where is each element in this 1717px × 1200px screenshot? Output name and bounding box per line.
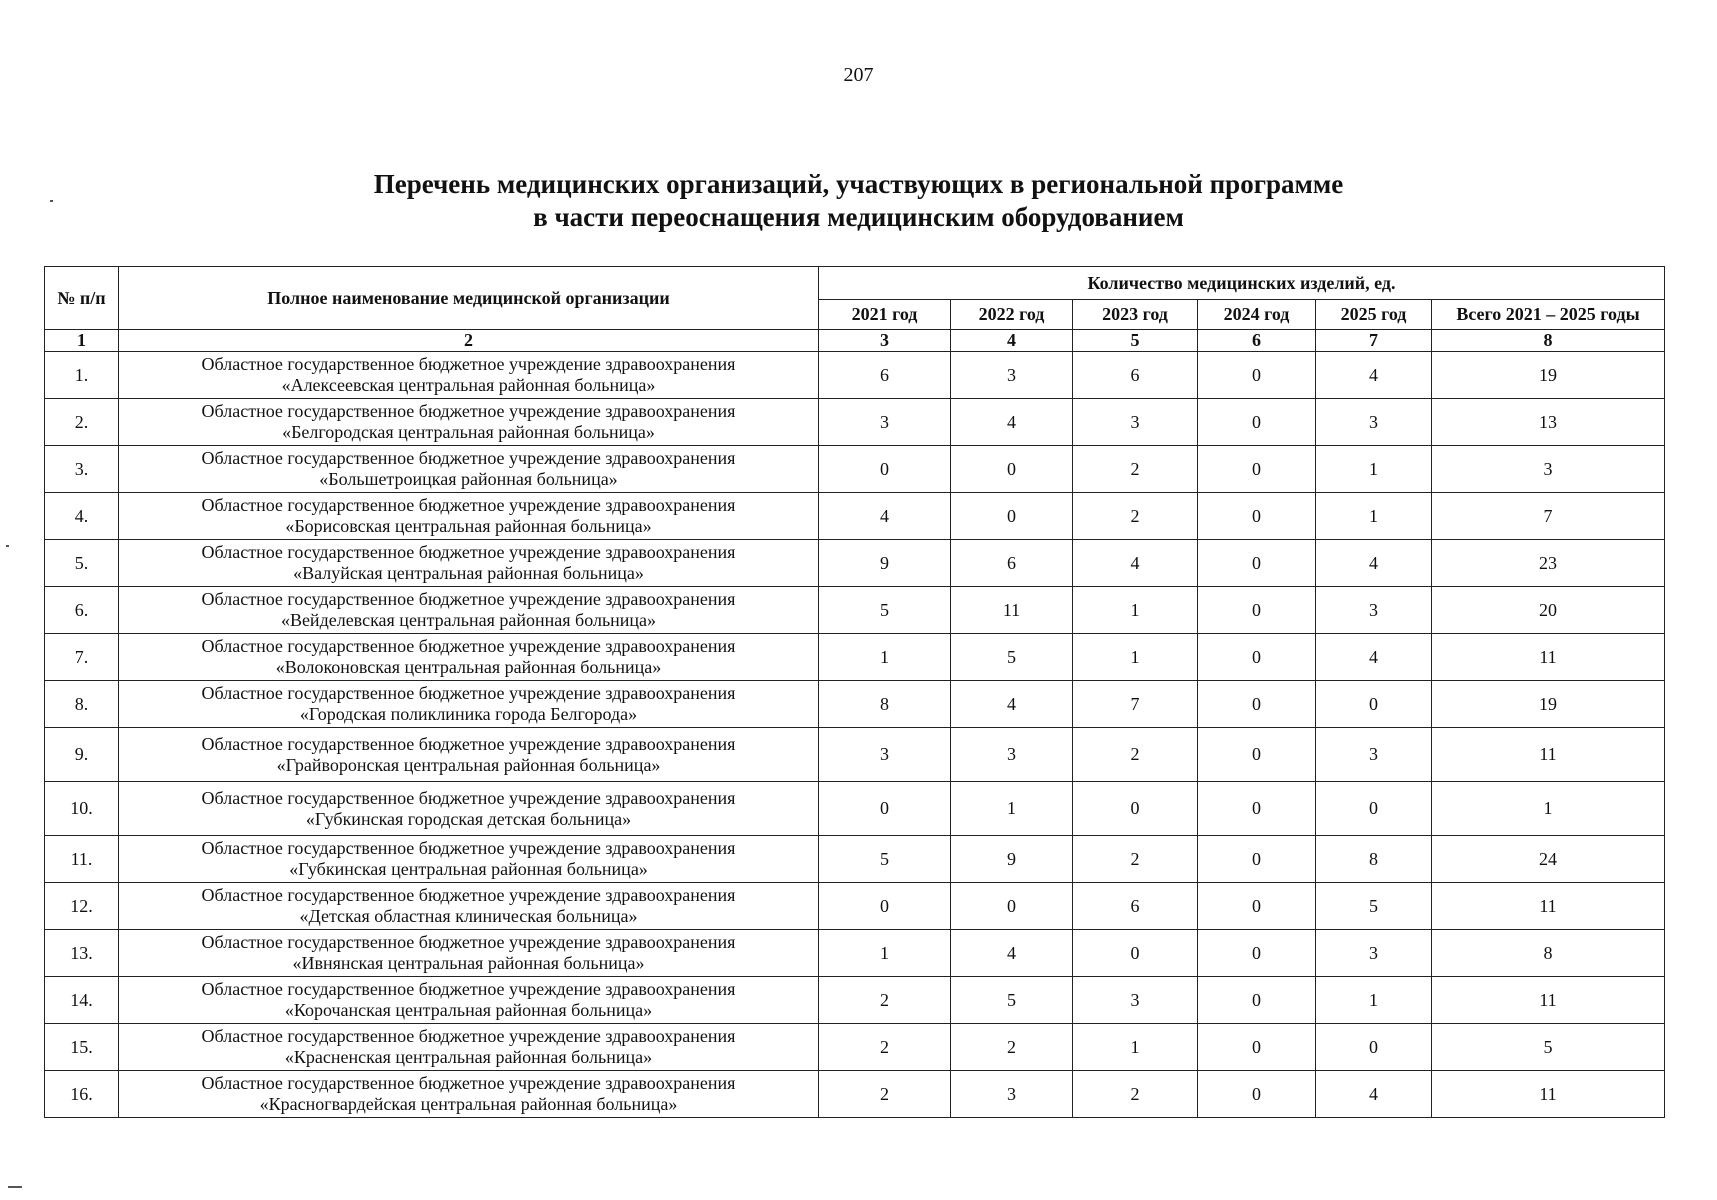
- value-2023: 7: [1073, 681, 1198, 728]
- value-2023: 1: [1073, 587, 1198, 634]
- row-number: 14.: [45, 977, 119, 1024]
- value-2025: 3: [1316, 399, 1432, 446]
- value-2024: 0: [1198, 883, 1316, 930]
- value-2025: 4: [1316, 634, 1432, 681]
- column-number: 4: [951, 330, 1073, 352]
- value-2025: 3: [1316, 930, 1432, 977]
- value-total: 11: [1432, 1071, 1665, 1118]
- org-name-cell: [119, 493, 819, 540]
- value-2025: 0: [1316, 782, 1432, 836]
- value-2022: 5: [951, 634, 1073, 681]
- value-2025: 4: [1316, 352, 1432, 399]
- org-name-cell: [119, 352, 819, 399]
- page-number: 207: [843, 64, 874, 86]
- org-title-line: «Красненская центральная районная больница»: [284, 1047, 653, 1067]
- org-name-cell: [119, 930, 819, 977]
- value-2022: 5: [951, 977, 1073, 1024]
- row-number: 8.: [45, 681, 119, 728]
- organizations-table: [44, 266, 1665, 1118]
- org-name-cell: [119, 681, 819, 728]
- value-2023: 6: [1073, 352, 1198, 399]
- value-2021: 4: [819, 493, 951, 540]
- table-body: [45, 352, 1665, 1118]
- value-2021: 0: [819, 883, 951, 930]
- value-total: 8: [1432, 930, 1665, 977]
- value-total: 11: [1432, 977, 1665, 1024]
- title-line-2: в части переоснащения медицинским оборудованием: [533, 202, 1184, 232]
- header-year-2021: 2021 год: [819, 300, 951, 330]
- value-2024: 0: [1198, 836, 1316, 883]
- org-type-line: Областное государственное бюджетное учреждение здравоохранения: [201, 683, 736, 703]
- value-2025: 1: [1316, 446, 1432, 493]
- value-2021: 3: [819, 399, 951, 446]
- value-2022: 0: [951, 493, 1073, 540]
- value-2024: 0: [1198, 681, 1316, 728]
- value-total: 1: [1432, 782, 1665, 836]
- org-type-line: Областное государственное бюджетное учреждение здравоохранения: [201, 1026, 736, 1046]
- row-number: 5.: [45, 540, 119, 587]
- org-title-line: «Губкинская центральная районная больница»: [289, 859, 648, 879]
- value-2021: 2: [819, 977, 951, 1024]
- column-number: 5: [1073, 330, 1198, 352]
- row-number: 15.: [45, 1024, 119, 1071]
- value-2022: 2: [951, 1024, 1073, 1071]
- header-quantity-group: Количество медицинских изделий, ед.: [819, 267, 1665, 300]
- value-2022: 6: [951, 540, 1073, 587]
- row-number: 16.: [45, 1071, 119, 1118]
- value-2025: 5: [1316, 883, 1432, 930]
- value-2022: 1: [951, 782, 1073, 836]
- org-type-line: Областное государственное бюджетное учреждение здравоохранения: [201, 589, 736, 609]
- value-2022: 4: [951, 399, 1073, 446]
- org-name-cell: [119, 540, 819, 587]
- value-2025: 3: [1316, 728, 1432, 782]
- table-row: [45, 836, 1665, 883]
- org-type-line: Областное государственное бюджетное учреждение здравоохранения: [201, 787, 736, 808]
- value-total: 11: [1432, 634, 1665, 681]
- header-num: № п/п: [45, 267, 119, 330]
- value-2024: 0: [1198, 540, 1316, 587]
- table-row: [45, 1071, 1665, 1118]
- value-2024: 0: [1198, 1071, 1316, 1118]
- value-total: 13: [1432, 399, 1665, 446]
- value-2023: 1: [1073, 634, 1198, 681]
- value-2023: 1: [1073, 1024, 1198, 1071]
- row-number: 4.: [45, 493, 119, 540]
- value-2022: 3: [951, 1071, 1073, 1118]
- table-row: [45, 634, 1665, 681]
- org-type-line: Областное государственное бюджетное учреждение здравоохранения: [201, 401, 736, 421]
- org-type-line: Областное государственное бюджетное учреждение здравоохранения: [201, 354, 736, 374]
- value-2021: 2: [819, 1024, 951, 1071]
- value-2024: 0: [1198, 446, 1316, 493]
- value-total: 23: [1432, 540, 1665, 587]
- value-2024: 0: [1198, 352, 1316, 399]
- row-number: 13.: [45, 930, 119, 977]
- value-2023: 2: [1073, 1071, 1198, 1118]
- org-name-cell: [119, 399, 819, 446]
- value-2021: 1: [819, 634, 951, 681]
- header-year-2025: 2025 год: [1316, 300, 1432, 330]
- row-number: 1.: [45, 352, 119, 399]
- row-number: 3.: [45, 446, 119, 493]
- org-title-line: «Волоконовская центральная районная больница»: [275, 657, 662, 677]
- value-2022: 4: [951, 930, 1073, 977]
- row-number: 7.: [45, 634, 119, 681]
- scan-speck: [6, 545, 9, 547]
- column-number: 6: [1198, 330, 1316, 352]
- title-line-1: Перечень медицинских организаций, участвующих в региональной программе: [373, 169, 1344, 199]
- header-total: Всего 2021 – 2025 годы: [1432, 300, 1665, 330]
- value-2021: 9: [819, 540, 951, 587]
- value-2025: 1: [1316, 493, 1432, 540]
- org-title-line: «Детская областная клиническая больница»: [299, 906, 638, 926]
- org-type-line: Областное государственное бюджетное учреждение здравоохранения: [201, 495, 736, 515]
- table-row: [45, 493, 1665, 540]
- table-row: [45, 977, 1665, 1024]
- org-name-cell: [119, 728, 819, 782]
- value-2021: 2: [819, 1071, 951, 1118]
- value-2024: 0: [1198, 587, 1316, 634]
- org-title-line: «Губкинская городская детская больница»: [305, 808, 632, 829]
- value-2023: 2: [1073, 493, 1198, 540]
- page-title: [0, 168, 1717, 234]
- value-2025: 3: [1316, 587, 1432, 634]
- value-2023: 2: [1073, 728, 1198, 782]
- org-type-line: Областное государственное бюджетное учреждение здравоохранения: [201, 885, 736, 905]
- value-2024: 0: [1198, 782, 1316, 836]
- org-title-line: «Красногвардейская центральная районная больница»: [259, 1094, 678, 1114]
- org-title-line: «Борисовская центральная районная больница»: [285, 516, 652, 536]
- table-row: [45, 782, 1665, 836]
- value-total: 11: [1432, 728, 1665, 782]
- value-total: 19: [1432, 352, 1665, 399]
- org-title-line: «Грайворонская центральная районная больница»: [276, 754, 661, 775]
- org-title-line: «Белгородская центральная районная больница»: [282, 422, 655, 442]
- org-type-line: Областное государственное бюджетное учреждение здравоохранения: [201, 838, 736, 858]
- table-row: [45, 728, 1665, 782]
- table-row: [45, 930, 1665, 977]
- scan-speck: [50, 200, 53, 202]
- org-name-cell: [119, 836, 819, 883]
- value-2021: 3: [819, 728, 951, 782]
- row-number: 2.: [45, 399, 119, 446]
- row-number: 12.: [45, 883, 119, 930]
- value-2021: 6: [819, 352, 951, 399]
- value-2023: 4: [1073, 540, 1198, 587]
- value-2025: 0: [1316, 681, 1432, 728]
- org-name-cell: [119, 883, 819, 930]
- org-type-line: Областное государственное бюджетное учреждение здравоохранения: [201, 979, 736, 999]
- table-row: [45, 681, 1665, 728]
- value-2022: 4: [951, 681, 1073, 728]
- org-type-line: Областное государственное бюджетное учреждение здравоохранения: [201, 636, 736, 656]
- value-2025: 4: [1316, 540, 1432, 587]
- column-number: 8: [1432, 330, 1665, 352]
- value-2021: 0: [819, 446, 951, 493]
- org-name-cell: [119, 446, 819, 493]
- value-2024: 0: [1198, 1024, 1316, 1071]
- value-2023: 3: [1073, 977, 1198, 1024]
- table-row: [45, 587, 1665, 634]
- value-2024: 0: [1198, 977, 1316, 1024]
- org-name-cell: [119, 1071, 819, 1118]
- row-number: 6.: [45, 587, 119, 634]
- org-type-line: Областное государственное бюджетное учреждение здравоохранения: [201, 733, 736, 754]
- org-name-cell: [119, 977, 819, 1024]
- org-name-cell: [119, 1024, 819, 1071]
- org-name-cell: [119, 634, 819, 681]
- value-2024: 0: [1198, 930, 1316, 977]
- column-number: 3: [819, 330, 951, 352]
- value-2021: 5: [819, 836, 951, 883]
- header-year-2023: 2023 год: [1073, 300, 1198, 330]
- value-2024: 0: [1198, 399, 1316, 446]
- org-type-line: Областное государственное бюджетное учреждение здравоохранения: [201, 1073, 736, 1093]
- value-2022: 0: [951, 883, 1073, 930]
- value-total: 5: [1432, 1024, 1665, 1071]
- value-2021: 5: [819, 587, 951, 634]
- value-total: 7: [1432, 493, 1665, 540]
- value-2025: 1: [1316, 977, 1432, 1024]
- value-2022: 11: [951, 587, 1073, 634]
- value-2024: 0: [1198, 493, 1316, 540]
- value-2022: 3: [951, 728, 1073, 782]
- value-total: 3: [1432, 446, 1665, 493]
- value-2025: 4: [1316, 1071, 1432, 1118]
- table-row: [45, 540, 1665, 587]
- value-2025: 8: [1316, 836, 1432, 883]
- value-2025: 0: [1316, 1024, 1432, 1071]
- value-2021: 8: [819, 681, 951, 728]
- org-name-cell: [119, 587, 819, 634]
- header-year-2024: 2024 год: [1198, 300, 1316, 330]
- org-title-line: «Валуйская центральная районная больница»: [293, 563, 644, 583]
- value-2021: 0: [819, 782, 951, 836]
- org-type-line: Областное государственное бюджетное учреждение здравоохранения: [201, 448, 736, 468]
- table-row: [45, 1024, 1665, 1071]
- org-title-line: «Алексеевская центральная районная больница»: [281, 375, 656, 395]
- scan-speck: [8, 1186, 22, 1188]
- value-2022: 9: [951, 836, 1073, 883]
- table-row: [45, 399, 1665, 446]
- row-number: 10.: [45, 782, 119, 836]
- column-number: 2: [119, 330, 819, 352]
- value-total: 20: [1432, 587, 1665, 634]
- value-2023: 3: [1073, 399, 1198, 446]
- value-2024: 0: [1198, 634, 1316, 681]
- column-number: 7: [1316, 330, 1432, 352]
- org-title-line: «Большетроицкая районная больница»: [319, 469, 618, 489]
- value-2021: 1: [819, 930, 951, 977]
- org-title-line: «Ивнянская центральная районная больница»: [292, 953, 645, 973]
- value-total: 11: [1432, 883, 1665, 930]
- table-row: [45, 883, 1665, 930]
- org-title-line: «Вейделевская центральная районная больница»: [280, 610, 657, 630]
- value-2022: 0: [951, 446, 1073, 493]
- org-title-line: «Корочанская центральная районная больница»: [284, 1000, 653, 1020]
- table-row: [45, 446, 1665, 493]
- value-2023: 2: [1073, 836, 1198, 883]
- value-2023: 0: [1073, 782, 1198, 836]
- org-title-line: «Городская поликлиника города Белгорода»: [299, 704, 638, 724]
- value-2022: 3: [951, 352, 1073, 399]
- row-number: 11.: [45, 836, 119, 883]
- org-type-line: Областное государственное бюджетное учреждение здравоохранения: [201, 932, 736, 952]
- org-type-line: Областное государственное бюджетное учреждение здравоохранения: [201, 542, 736, 562]
- row-number: 9.: [45, 728, 119, 782]
- header-year-2022: 2022 год: [951, 300, 1073, 330]
- org-name-cell: [119, 782, 819, 836]
- value-2023: 6: [1073, 883, 1198, 930]
- table-row: [45, 352, 1665, 399]
- value-total: 19: [1432, 681, 1665, 728]
- header-org-name: Полное наименование медицинской организации: [119, 267, 819, 330]
- value-2024: 0: [1198, 728, 1316, 782]
- value-2023: 2: [1073, 446, 1198, 493]
- column-number: 1: [45, 330, 119, 352]
- value-2023: 0: [1073, 930, 1198, 977]
- value-total: 24: [1432, 836, 1665, 883]
